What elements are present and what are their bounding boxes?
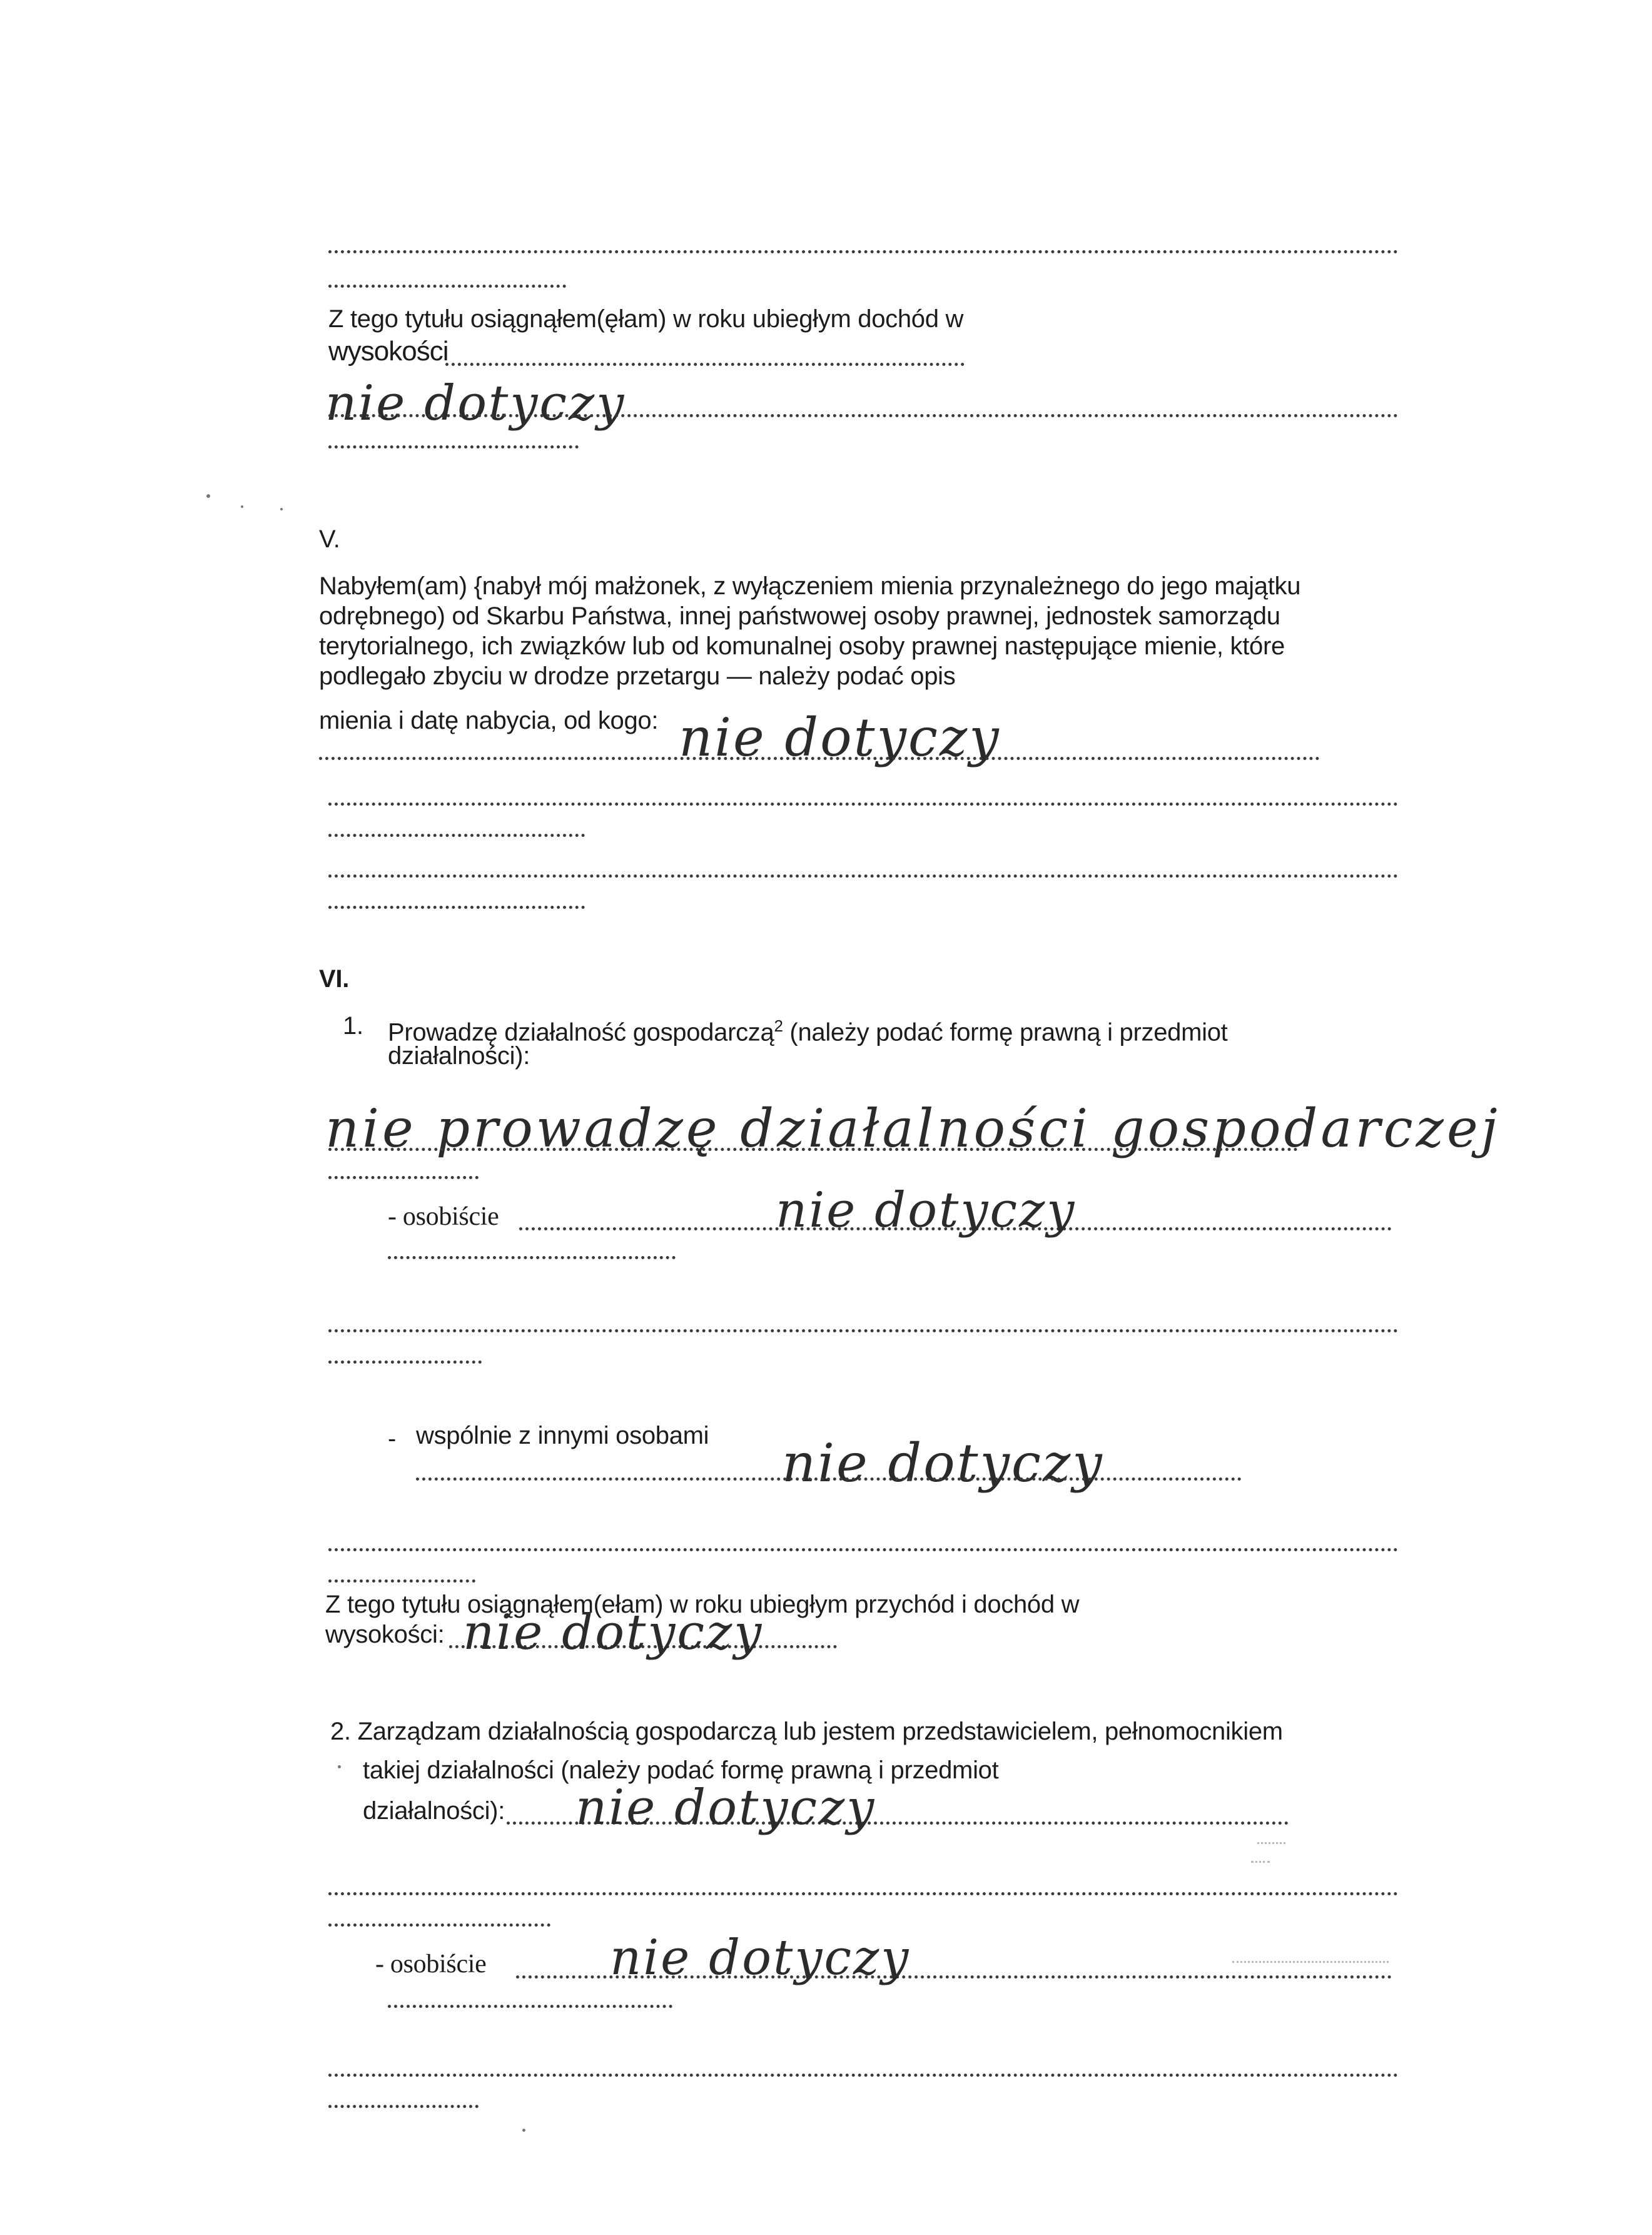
personally-label: - osobiście [375,1950,487,1979]
dotted-line [328,834,585,837]
dotted-line [328,1148,1298,1151]
item-text-part: (należy podać formę prawną i przedmiot [783,1018,1228,1047]
dotted-line [445,363,965,366]
scan-speck [338,1765,341,1768]
handwritten-answer: nie dotyczy [325,375,626,432]
item-text: 2. Zarządzam działalnością gospodarczą lub jestem przedstawicielem, pełnomocnikiem [330,1718,1283,1745]
scan-speck [280,508,283,510]
dotted-line [328,874,1398,878]
income-label: Z tego tytułu osiągnąłem(ęłam) w roku ubiegłym dochód w [328,305,964,333]
dotted-line [388,2005,672,2008]
item-text: działalności): [388,1042,530,1070]
dotted-line [328,1579,475,1583]
paragraph-line: odrębnego) od Skarbu Państwa, innej państwowej osoby prawnej, jednostek samorządu [319,602,1280,630]
jointly-label: wspólnie z innymi osobami [416,1422,709,1449]
dotted-line [328,1892,1398,1895]
scan-speck [206,494,210,498]
section-number: V. [319,525,340,553]
section-number: VI. [319,965,350,993]
dotted-line [328,250,1398,253]
income-label: Z tego tytułu osiągnąłem(ełam) w roku ubiegłym przychód i dochód w [325,1591,1080,1618]
dotted-line [328,803,1398,806]
handwritten-answer: nie dotyczy [463,1604,764,1661]
handwritten-answer: nie dotyczy [575,1780,876,1836]
dotted-line [328,2105,479,2108]
dotted-line [328,445,579,449]
dotted-line [328,906,585,909]
footnote-mark: 2 [774,1016,783,1035]
dotted-line [328,1329,1398,1332]
dotted-line [328,1176,479,1179]
dotted-line [328,1923,550,1927]
amount-label: wysokości: [325,1621,445,1648]
jointly-dash: - [388,1425,397,1452]
amount-label: wysokości [328,336,448,367]
paragraph-line: Nabyłem(am) {nabył mój małżonek, z wyłączeniem mienia przynależnego do jego majątku [319,572,1301,600]
scan-speck [241,505,243,508]
handwritten-answer: nie dotyczy [776,1182,1077,1239]
paragraph-line: terytorialnego, ich związków lub od komunalnej osoby prawnej następujące mienie, które [319,632,1285,660]
dotted-line [328,285,566,288]
handwritten-answer: nie dotyczy [679,707,1001,768]
scan-smudge [1257,1842,1285,1844]
handwritten-answer: nie dotyczy [610,1930,911,1986]
dotted-line [388,1256,676,1259]
handwritten-answer: nie dotyczy [782,1432,1104,1494]
handwritten-answer: nie prowadzę działalności gospodarczej [325,1098,1501,1159]
property-label: mienia i datę nabycia, od kogo: [319,707,659,734]
dotted-line [319,757,1320,760]
scan-smudge [1232,1961,1389,1963]
personally-label: - osobiście [388,1202,499,1231]
scan-speck [522,2129,525,2132]
dotted-line [416,1477,1242,1481]
item-text: takiej działalności (należy podać formę prawną i przedmiot [363,1756,999,1784]
dotted-line [328,2074,1398,2077]
dotted-line [328,414,1398,417]
dotted-line [328,1361,482,1364]
scan-smudge [1251,1861,1270,1863]
dotted-line [328,1548,1398,1551]
item-text-part: Prowadzę działalność gospodarczą [388,1018,774,1047]
item-text: działalności): [363,1797,505,1825]
item-number: 1. [343,1012,363,1040]
paragraph-line: podlegało zbyciu w drodze przetargu — należy podać opis [319,662,956,690]
